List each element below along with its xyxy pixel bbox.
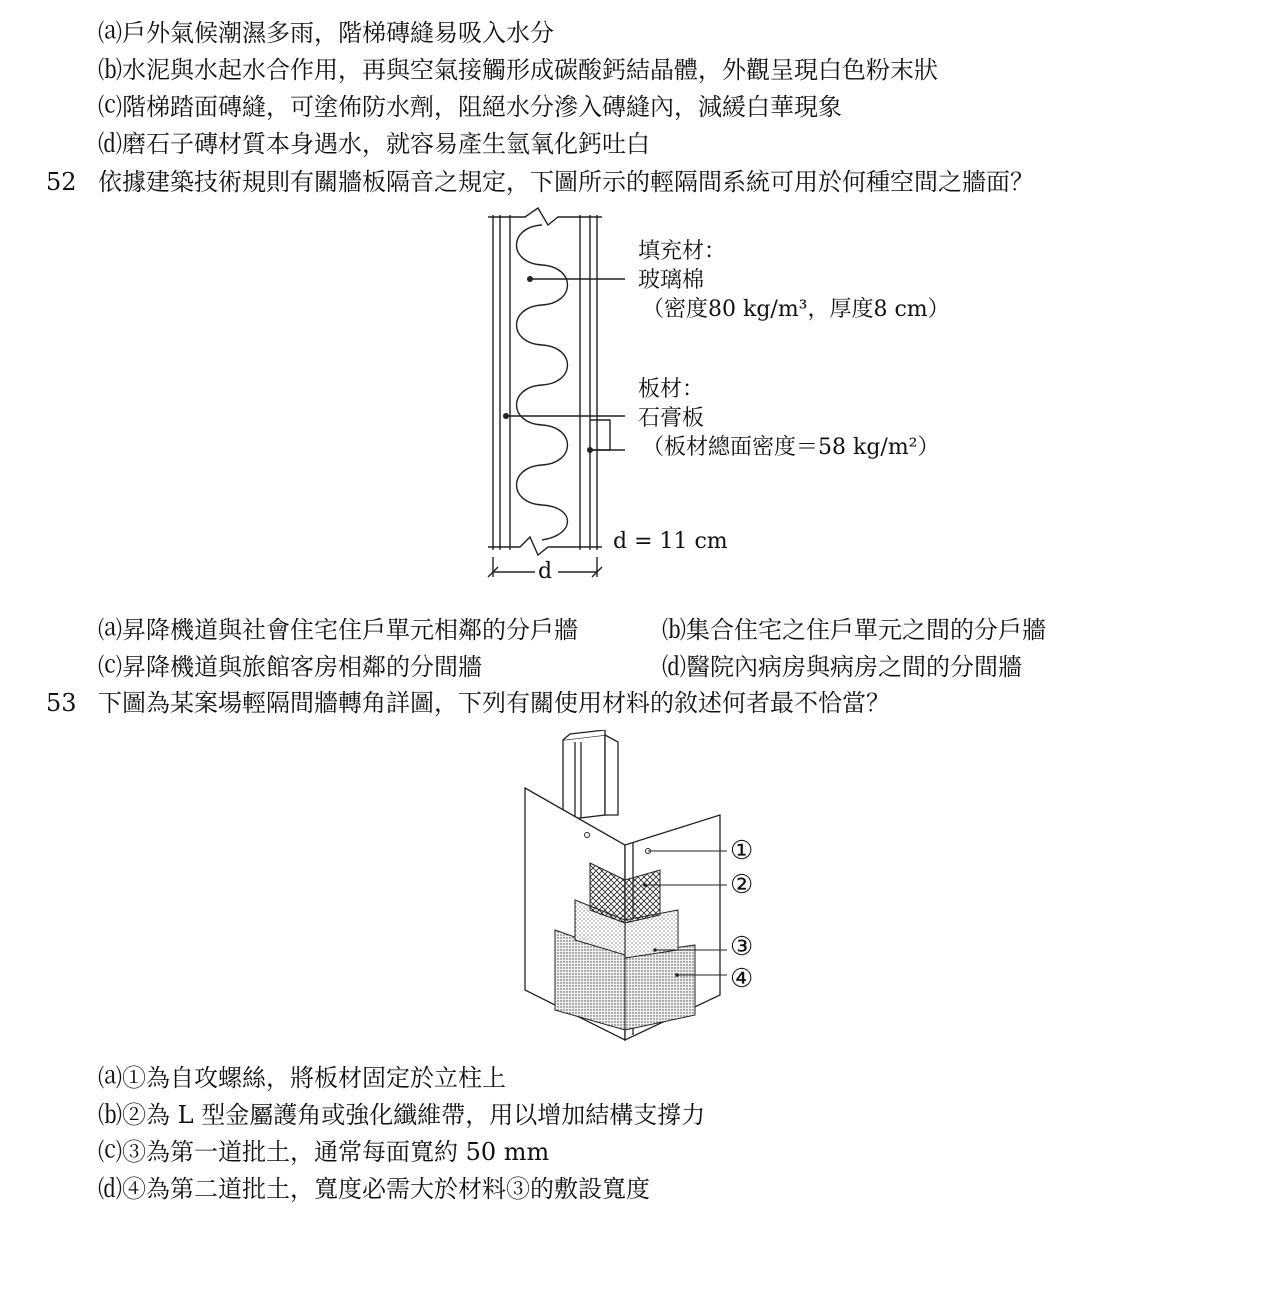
q53-question-text: 下圖為某案場輕隔間牆轉角詳圖，下列有關使用材料的敘述何者最不恰當？ <box>98 689 890 717</box>
callout-1: ① <box>730 836 754 866</box>
board-material-name: 石膏板 <box>638 406 705 431</box>
callout-2: ② <box>730 870 754 900</box>
q52-wall-section-figure <box>480 205 960 595</box>
q53-number: 53 <box>46 689 77 717</box>
q53-option-c: ⒞③為第一道批土，通常每面寬約 50 mm <box>98 1138 550 1166</box>
callout-3: ③ <box>730 932 754 962</box>
fill-material-label: 填充材： <box>638 239 727 264</box>
wall-thickness-value: d = 11 cm <box>613 529 728 554</box>
q52-option-c: ⒞昇降機道與旅館客房相鄰的分間牆 <box>98 653 482 681</box>
fill-material-spec: （密度80 kg/m³，厚度8 cm） <box>642 297 950 322</box>
q52-option-b: ⒝集合住宅之住戶單元之間的分戶牆 <box>662 616 1046 644</box>
q52-number: 52 <box>46 168 77 196</box>
board-material-spec: （板材總面密度＝58 kg/m²） <box>642 435 940 460</box>
q52-option-d: ⒟醫院內病房與病房之間的分間牆 <box>662 653 1022 681</box>
q52-option-a: ⒜昇降機道與社會住宅住戶單元相鄰的分戶牆 <box>98 616 578 644</box>
q53-corner-detail-figure <box>515 730 785 1045</box>
q51-option-b: ⒝水泥與水起水合作用，再與空氣接觸形成碳酸鈣結晶體，外觀呈現白色粉末狀 <box>98 56 938 84</box>
q51-option-c: ⒞階梯踏面磚縫，可塗佈防水劑，阻絕水分滲入磚縫內，減緩白華現象 <box>98 93 842 121</box>
q53-option-d: ⒟④為第二道批土，寬度必需大於材料③的敷設寬度 <box>98 1175 650 1203</box>
q52-question-text: 依據建築技術規則有關牆板隔音之規定，下圖所示的輕隔間系統可用於何種空間之牆面？ <box>98 168 1034 196</box>
q51-option-a: ⒜戶外氣候潮濕多雨，階梯磚縫易吸入水分 <box>98 19 554 47</box>
board-material-label: 板材： <box>638 377 705 402</box>
q53-option-b: ⒝②為 L 型金屬護角或強化纖維帶，用以增加結構支撐力 <box>98 1101 706 1129</box>
fill-material-name: 玻璃棉 <box>638 268 705 293</box>
q51-option-d: ⒟磨石子磚材質本身遇水，就容易產生氫氧化鈣吐白 <box>98 130 650 158</box>
dimension-d-label: d <box>538 559 553 584</box>
q53-option-a: ⒜①為自攻螺絲，將板材固定於立柱上 <box>98 1064 506 1092</box>
callout-4: ④ <box>730 964 754 994</box>
